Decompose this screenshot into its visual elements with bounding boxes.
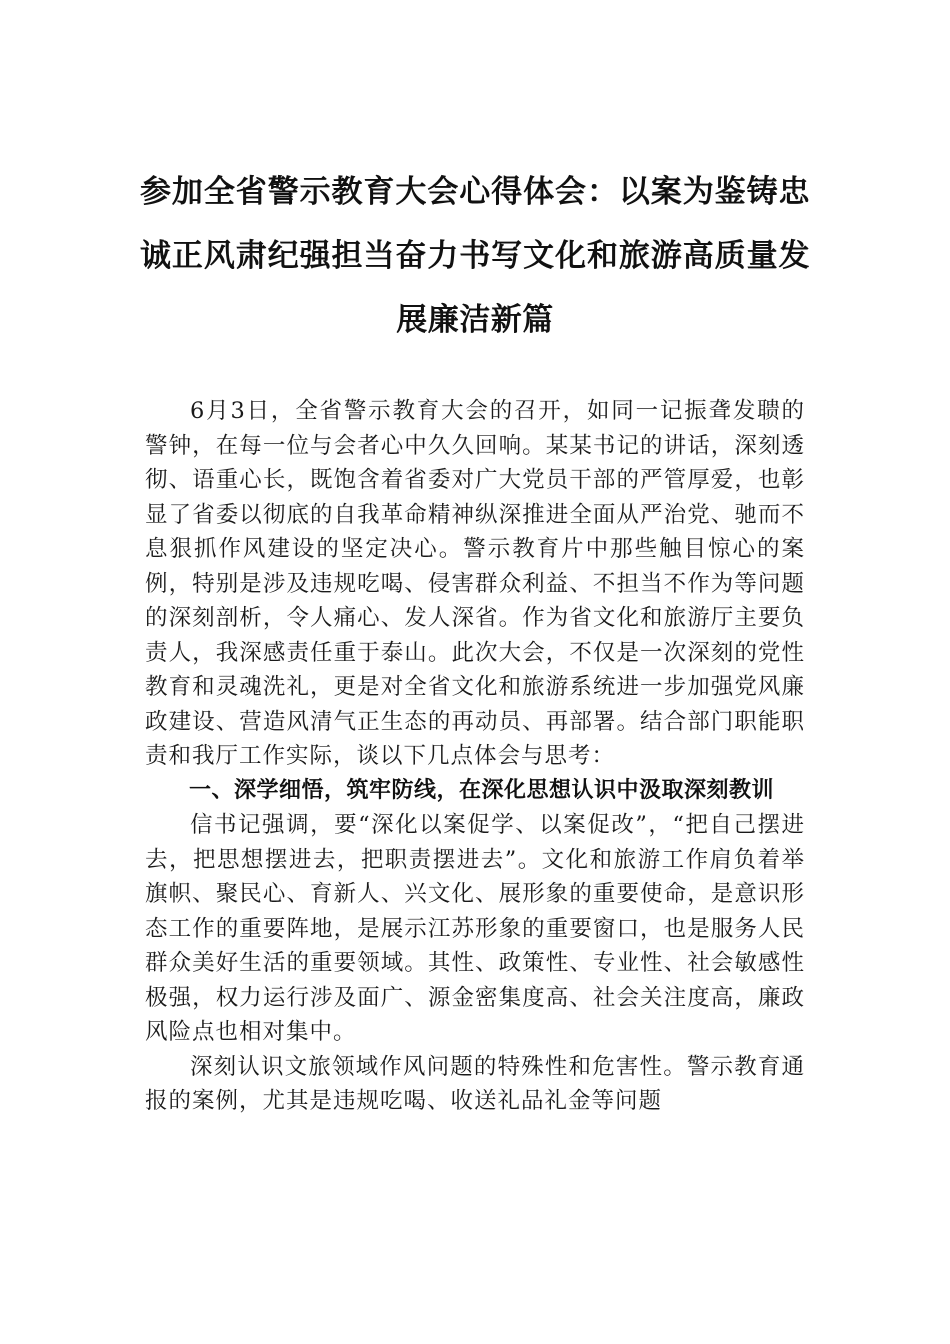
section-heading-1: 一、深学细悟，筑牢防线，在深化思想认识中汲取深刻教训 — [189, 777, 775, 803]
section-paragraph-1: 信书记强调，要“深化以案促学、以案促改”，“把自己摆进去，把思想摆进去，把职责摆进去”。文化和旅游工作肩负着举旗帜、聚民心、育新人、兴文化、展形象的重要使命，是意识形态工作的重要阵地，是展示江苏形象的重要窗口，也是服务人民群众美好生活的重要领域。其性、政策性、专业性、社会敏感性极强，权力运行涉及面广、源金密集度高、社会关注度高，廉政风险点也相对集中。 — [145, 812, 805, 1045]
document-body — [145, 394, 805, 1119]
intro-paragraph: 6月3日，全省警示教育大会的召开，如同一记振聋发聩的警钟，在每一位与会者心中久久回响。某某书记的讲话，深刻透彻、语重心长，既饱含着省委对广大党员干部的严管厚爱，也彰显了省委以彻底的自我革命精神纵深推进全面从严治党、驰而不息狠抓作风建设的坚定决心。警示教育片中那些触目惊心的案例，特别是涉及违规吃喝、侵害群众利益、不担当不作为等问题的深刻剖析，令人痛心、发人深省。作为省文化和旅游厅主要负责人，我深感责任重于泰山。此次大会，不仅是一次深刻的党性教育和灵魂洗礼，更是对全省文化和旅游系统进一步加强党风廉政建设、营造风清气正生态的再动员、再部署。结合部门职能职责和我厅工作实际，谈以下几点体会与思考： — [145, 398, 805, 769]
document-title: 参加全省警示教育大会心得体会：以案为鉴铸忠诚正风肃纪强担当奋力书写文化和旅游高质量发展廉洁新篇 — [140, 174, 810, 338]
section-paragraph-2: 深刻认识文旅领域作风问题的特殊性和危害性。警示教育通报的案例，尤其是违规吃喝、收送礼品礼金等问题 — [145, 1053, 805, 1114]
